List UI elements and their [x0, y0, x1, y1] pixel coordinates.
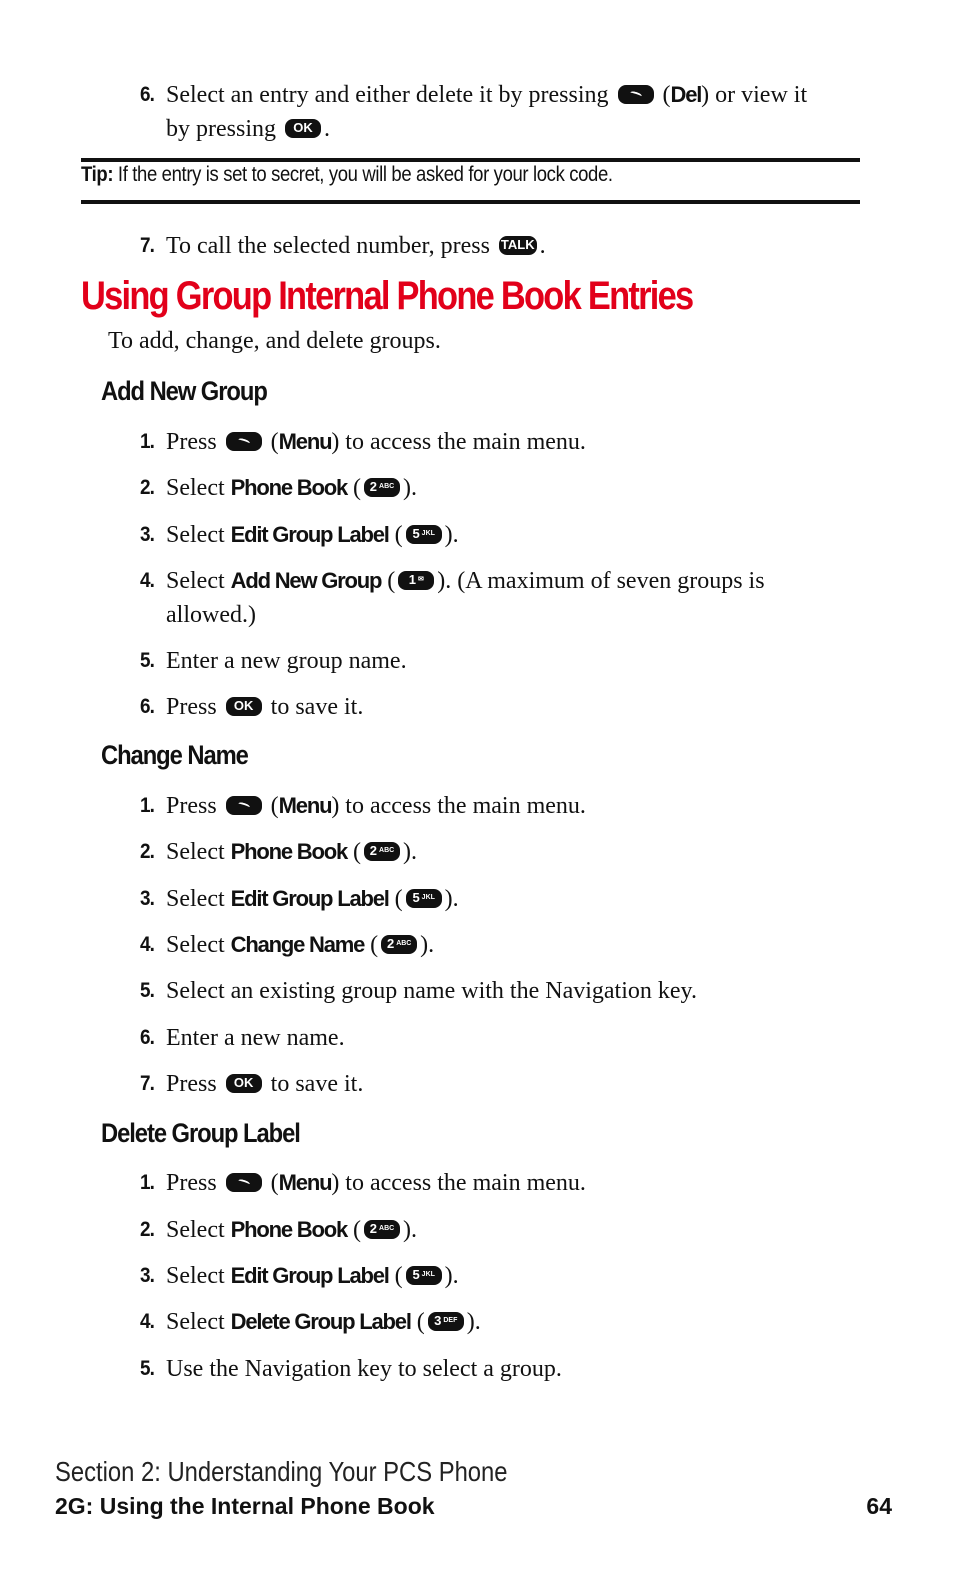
- step-text-run: ).: [402, 839, 417, 865]
- step-number: 2.: [140, 476, 154, 499]
- step-text-run: Press: [166, 429, 223, 455]
- step-text-run: ).: [420, 932, 435, 958]
- step-item: [140, 1067, 830, 1101]
- key-letters: ABC: [379, 1225, 395, 1233]
- step-text-run: Press: [166, 1071, 223, 1097]
- step-item: [140, 78, 830, 146]
- step-number: 3.: [140, 1264, 154, 1287]
- step-text: [166, 1067, 830, 1101]
- tip-text: If the entry is set to secret, you will be asked for your lock code.: [113, 163, 613, 186]
- key-2-icon: [364, 1220, 400, 1239]
- menu-softkey-icon: [618, 85, 654, 104]
- step-item: [140, 1305, 830, 1339]
- step-text: [166, 229, 830, 263]
- step-text: [166, 1213, 830, 1247]
- key-label: OK: [233, 1075, 254, 1091]
- step-text-run: ).: [402, 475, 417, 501]
- key-5-icon: [406, 1266, 442, 1285]
- step-number: 6.: [140, 695, 154, 718]
- key-label: TALK: [500, 237, 535, 253]
- menu-softkey-icon: [226, 796, 262, 815]
- ok-key-icon: [226, 697, 262, 716]
- key-1-icon: [398, 571, 434, 590]
- step-text-run: Press: [166, 694, 223, 720]
- step-number: 1.: [140, 430, 154, 453]
- step-text-run: To call the selected number, press: [166, 233, 496, 259]
- step-number: 2.: [140, 1218, 154, 1241]
- step-text: [166, 425, 830, 459]
- step-text-run: ) to access the main menu.: [331, 429, 586, 455]
- key-3-icon: [428, 1312, 464, 1331]
- step-number: 4.: [140, 1310, 154, 1333]
- step-text-run: (: [388, 522, 403, 548]
- menu-option-label: Delete Group Label: [230, 1309, 411, 1334]
- menu-option-label: Del: [670, 82, 702, 107]
- menu-softkey-icon: [226, 432, 262, 451]
- key-label: 2: [369, 1221, 378, 1237]
- step-number: 5.: [140, 979, 154, 1002]
- step-text-run: (: [364, 932, 379, 958]
- tip: [81, 163, 613, 187]
- menu-option-label: Phone Book: [230, 839, 347, 864]
- step-text: [166, 78, 830, 146]
- step-text: [166, 789, 830, 823]
- step-text-run: Select: [166, 1217, 231, 1243]
- step-text-run: ). (A maximum of seven groups is allowed.): [166, 568, 765, 628]
- step-item: [140, 690, 830, 724]
- section-heading: Delete Group Label: [101, 1118, 300, 1148]
- step-number: 1.: [140, 794, 154, 817]
- menu-option-label: Add New Group: [230, 568, 382, 593]
- step-text: [166, 564, 830, 632]
- step-number: 3.: [140, 523, 154, 546]
- step-number: 6.: [140, 1026, 154, 1049]
- key-label: OK: [293, 120, 313, 136]
- step-item: [140, 1352, 830, 1386]
- step-number: 3.: [140, 887, 154, 910]
- key-letters: DEF: [443, 1317, 458, 1325]
- key-letters: ABC: [379, 847, 395, 855]
- tip-bottom-rule: [81, 200, 860, 204]
- step-text-run: Select: [166, 568, 231, 594]
- menu-option-label: Menu: [278, 1170, 332, 1195]
- section-heading: Add New Group: [101, 376, 267, 406]
- step-item: [140, 1021, 830, 1055]
- intro-text: To add, change, and delete groups.: [108, 328, 441, 354]
- step-text-run: .: [324, 116, 330, 142]
- menu-option-label: Phone Book: [230, 475, 347, 500]
- step-text: [166, 1166, 830, 1200]
- step-text-run: Use the Navigation key to select a group.: [166, 1356, 562, 1382]
- step-text-run: to save it.: [264, 694, 364, 720]
- step-text-run: Select an existing group name with the Navigation key.: [166, 978, 697, 1004]
- ok-key-icon: [226, 1074, 262, 1093]
- step-text-run: (: [264, 429, 279, 455]
- key-label: 3: [434, 1313, 442, 1329]
- key-label: 2: [369, 843, 378, 859]
- page-title: Using Group Internal Phone Book Entries: [81, 274, 693, 318]
- tip-top-rule: [81, 158, 860, 162]
- talk-key-icon: [499, 236, 537, 255]
- step-text-run: Select: [166, 932, 231, 958]
- step-number: 6.: [140, 83, 154, 106]
- step-text-run: Press: [166, 1170, 223, 1196]
- step-text-run: (: [388, 1263, 403, 1289]
- step-text-run: (: [410, 1309, 425, 1335]
- step-text-run: (: [656, 82, 671, 108]
- step-text: [166, 518, 830, 552]
- key-5-icon: [406, 525, 442, 544]
- step-text: [166, 1352, 830, 1386]
- footer-chapter: 2G: Using the Internal Phone Book: [55, 1493, 435, 1519]
- menu-option-label: Edit Group Label: [230, 1263, 389, 1288]
- step-item: [140, 1259, 830, 1293]
- key-label: 1: [408, 572, 416, 588]
- step-item: [140, 882, 830, 916]
- step-text: [166, 1021, 830, 1055]
- tip-label: Tip:: [81, 163, 114, 186]
- step-text-run: Select: [166, 522, 231, 548]
- step-text-run: ).: [466, 1309, 481, 1335]
- key-letters: ABC: [379, 483, 395, 491]
- step-text: [166, 1305, 830, 1339]
- step-number: 5.: [140, 1357, 154, 1380]
- step-item: [140, 928, 830, 962]
- step-text-run: ) or view it by pressing: [166, 82, 808, 142]
- footer-section: Section 2: Understanding Your PCS Phone: [55, 1456, 508, 1487]
- menu-option-label: Change Name: [230, 932, 365, 957]
- key-letters: JKL: [421, 1271, 435, 1279]
- section-heading: Change Name: [101, 740, 248, 770]
- menu-option-label: Edit Group Label: [230, 886, 389, 911]
- step-number: 5.: [140, 649, 154, 672]
- menu-option-label: Phone Book: [230, 1217, 347, 1242]
- step-number: 7.: [140, 234, 154, 257]
- step-text: [166, 974, 830, 1008]
- menu-option-label: Menu: [278, 793, 332, 818]
- step-item: [140, 518, 830, 552]
- step-text-run: ).: [444, 522, 459, 548]
- step-text: [166, 835, 830, 869]
- key-2-icon: [364, 842, 400, 861]
- step-text-run: (: [381, 568, 396, 594]
- step-item: [140, 229, 830, 263]
- step-item: [140, 564, 830, 632]
- ok-key-icon: [285, 119, 321, 138]
- key-label: 5: [412, 1267, 420, 1283]
- step-text-run: Select: [166, 886, 231, 912]
- step-text: [166, 471, 830, 505]
- menu-option-label: Menu: [278, 429, 332, 454]
- step-text-run: ) to access the main menu.: [331, 1170, 586, 1196]
- step-item: [140, 425, 830, 459]
- key-letters: ✉: [417, 576, 424, 584]
- key-label: 5: [412, 890, 420, 906]
- step-text-run: ).: [444, 1263, 459, 1289]
- step-text-run: Select an entry and either delete it by pressing: [166, 82, 615, 108]
- step-text-run: to save it.: [264, 1071, 364, 1097]
- step-text-run: (: [346, 475, 361, 501]
- step-item: [140, 974, 830, 1008]
- step-text-run: (: [346, 1217, 361, 1243]
- step-number: 2.: [140, 840, 154, 863]
- step-text-run: Enter a new group name.: [166, 648, 407, 674]
- step-text-run: (: [388, 886, 403, 912]
- step-text: [166, 882, 830, 916]
- key-2-icon: [364, 478, 400, 497]
- step-text-run: Select: [166, 839, 231, 865]
- page-number: 64: [866, 1493, 892, 1519]
- key-letters: JKL: [421, 530, 435, 538]
- step-number: 7.: [140, 1072, 154, 1095]
- step-text: [166, 690, 830, 724]
- step-text-run: (: [346, 839, 361, 865]
- step-text-run: ) to access the main menu.: [331, 793, 586, 819]
- step-item: [140, 644, 830, 678]
- key-5-icon: [406, 889, 442, 908]
- step-item: [140, 1166, 830, 1200]
- step-number: 4.: [140, 933, 154, 956]
- step-item: [140, 835, 830, 869]
- step-text-run: ).: [402, 1217, 417, 1243]
- step-text-run: Select: [166, 1309, 231, 1335]
- step-text-run: Enter a new name.: [166, 1025, 345, 1051]
- key-label: 5: [412, 526, 420, 542]
- key-2-icon: [381, 935, 417, 954]
- step-number: 4.: [140, 569, 154, 592]
- step-item: [140, 1213, 830, 1247]
- menu-softkey-icon: [226, 1173, 262, 1192]
- step-text-run: (: [264, 1170, 279, 1196]
- menu-option-label: Edit Group Label: [230, 522, 389, 547]
- key-label: OK: [233, 698, 254, 714]
- step-text-run: (: [264, 793, 279, 819]
- step-text-run: .: [539, 233, 546, 259]
- step-item: [140, 789, 830, 823]
- step-text-run: Select: [166, 475, 231, 501]
- step-number: 1.: [140, 1171, 154, 1194]
- key-label: 2: [386, 936, 395, 952]
- step-text-run: Select: [166, 1263, 231, 1289]
- step-text: [166, 928, 830, 962]
- step-text-run: ).: [444, 886, 459, 912]
- step-text: [166, 644, 830, 678]
- key-letters: JKL: [421, 894, 435, 902]
- key-label: 2: [369, 479, 378, 495]
- key-letters: ABC: [396, 940, 412, 948]
- step-text: [166, 1259, 830, 1293]
- step-text-run: Press: [166, 793, 223, 819]
- step-item: [140, 471, 830, 505]
